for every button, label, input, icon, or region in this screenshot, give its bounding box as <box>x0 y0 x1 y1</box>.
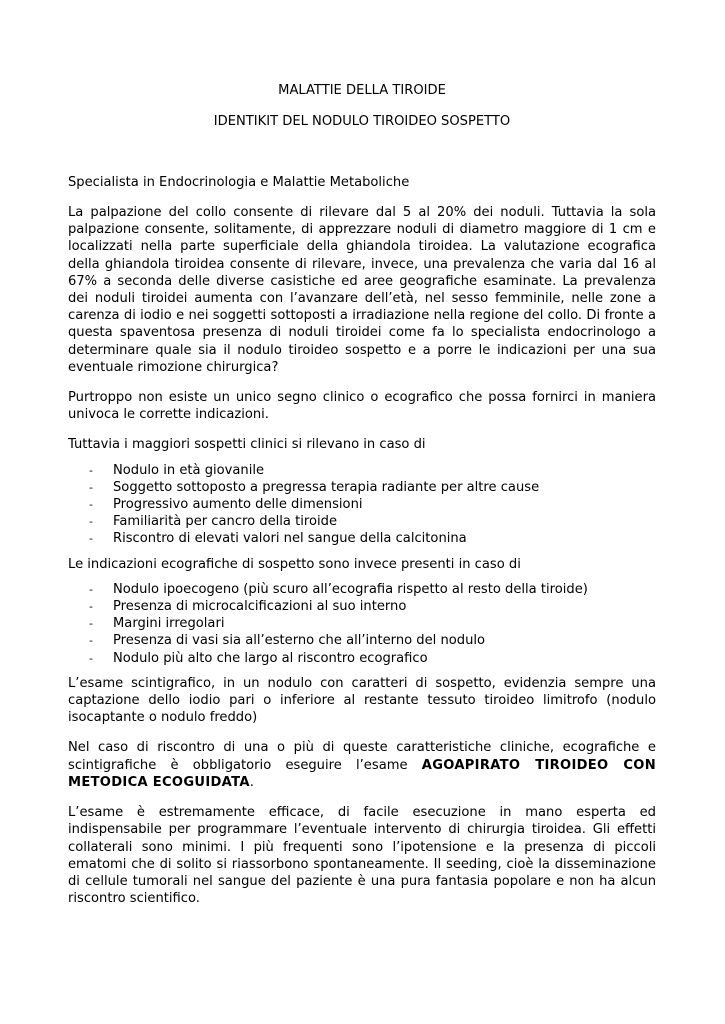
dash-bullet: - <box>89 582 93 596</box>
list-item <box>68 650 656 667</box>
list-item <box>68 615 656 632</box>
dash-bullet: - <box>89 617 93 631</box>
list-item <box>68 462 656 479</box>
list-item-text: Nodulo più alto che largo al riscontro ecografico <box>113 650 428 666</box>
list-item <box>68 479 656 496</box>
ultrasound-suspicion-list <box>68 581 656 667</box>
paragraph-scintigraphy: L’esame scintigrafico, in un nodulo con caratteri di sospetto, evidenzia sempre una captazione dello iodio pari o inferiore al restante tessuto tiroideo limitrofo (nodulo isocaptante o nodulo freddo) <box>68 675 656 726</box>
paragraph-needle-aspiration-end: . <box>249 774 254 790</box>
document-subtitle: IDENTIKIT DEL NODULO TIROIDEO SOSPETTO <box>213 114 511 129</box>
list-item <box>68 632 656 649</box>
clinical-suspicion-list <box>68 462 656 548</box>
dash-bullet: - <box>89 480 93 494</box>
list-item-text: Nodulo in età giovanile <box>113 462 265 478</box>
paragraph-clinical-intro: Tuttavia i maggiori sospetti clinici si rilevano in caso di <box>68 437 426 453</box>
dash-bullet: - <box>89 498 93 512</box>
paragraph-needle-aspiration <box>68 739 656 791</box>
list-item-text: Presenza di microcalcificazioni al suo interno <box>113 599 407 615</box>
dash-bullet: - <box>89 515 93 529</box>
list-item <box>68 581 656 598</box>
paragraph-ultrasound-intro: Le indicazioni ecografiche di sospetto sono invece presenti in caso di <box>68 556 521 572</box>
list-item-text: Nodulo ipoecogeno (più scuro all’ecografia rispetto al resto della tiroide) <box>113 581 588 597</box>
document-title: MALATTIE DELLA TIROIDE <box>278 83 446 98</box>
dash-bullet: - <box>89 600 93 614</box>
dash-bullet: - <box>89 463 93 477</box>
dash-bullet: - <box>89 634 93 648</box>
paragraph-palpation: La palpazione del collo consente di rilevare dal 5 al 20% dei noduli. Tuttavia la sola palpazione consente, solitamente, di apprezzare noduli di diametro maggiore di 1 cm e localizzati nella parte superficiale della ghiandola tiroidea. La valutazione ecografica della ghiandola tiroidea consente di rilevare, invece, una prevalenza che varia dal 16 al 67% a seconda delle diverse casistiche ed aree geografiche esaminate. La prevalenza dei noduli tiroidei aumenta con l’avanzare dell’età, nel sesso femminile, nelle zone a carenza di iodio e nei soggetti sottoposti a irradiazione nella regione del collo. Di fronte a questa spaventosa presenza di noduli tiroidei come fa lo specialista endocrinologo a determinare quale sia il nodulo tiroideo sospetto e a porre le indicazioni per una sua eventuale rimozione chirurgica? <box>68 205 656 375</box>
paragraph-exam-efficacy: L’esame è estremamente efficace, di facile esecuzione in mano esperta ed indispensabile per programmare l’eventuale intervento di chirurgia tiroidea. Gli effetti collaterali sono minimi. I più frequenti sono l’ipotensione e la presenza di piccoli ematomi che di solito si riassorbono spontaneamente. Il seeding, cioè la disseminazione di cellule tumorali nel sangue del paziente è una pura fantasia popolare e non ha alcun riscontro scientifico. <box>68 805 656 907</box>
dash-bullet: - <box>89 651 93 665</box>
list-item-text: Riscontro di elevati valori nel sangue della calcitonina <box>113 531 467 547</box>
list-item-text: Margini irregolari <box>113 616 225 632</box>
list-item-text: Progressivo aumento delle dimensioni <box>113 497 363 513</box>
needle-aspiration-emphasis: AGOAPIRATO TIROIDEO CON METODICA ECOGUIDATA <box>68 757 656 790</box>
dash-bullet: - <box>89 532 93 546</box>
list-item-text: Familiarità per cancro della tiroide <box>113 514 337 530</box>
paragraph-needle-aspiration-text: Nel caso di riscontro di una o più di queste caratteristiche cliniche, ecografiche e scintigrafiche è obbligatorio eseguire l’esame <box>68 740 656 773</box>
list-item-text: Soggetto sottoposto a pregressa terapia radiante per altre cause <box>113 479 540 495</box>
document-page <box>68 82 656 907</box>
list-item <box>68 530 656 547</box>
list-item <box>68 598 656 615</box>
paragraph-no-unique-sign: Purtroppo non esiste un unico segno clinico o ecografico che possa fornirci in maniera univoca le corrette indicazioni. <box>68 390 656 423</box>
list-item-text: Presenza di vasi sia all’esterno che all’interno del nodulo <box>113 633 486 649</box>
specialist-line: Specialista in Endocrinologia e Malattie Metaboliche <box>68 175 410 190</box>
list-item <box>68 496 656 513</box>
list-item <box>68 513 656 530</box>
